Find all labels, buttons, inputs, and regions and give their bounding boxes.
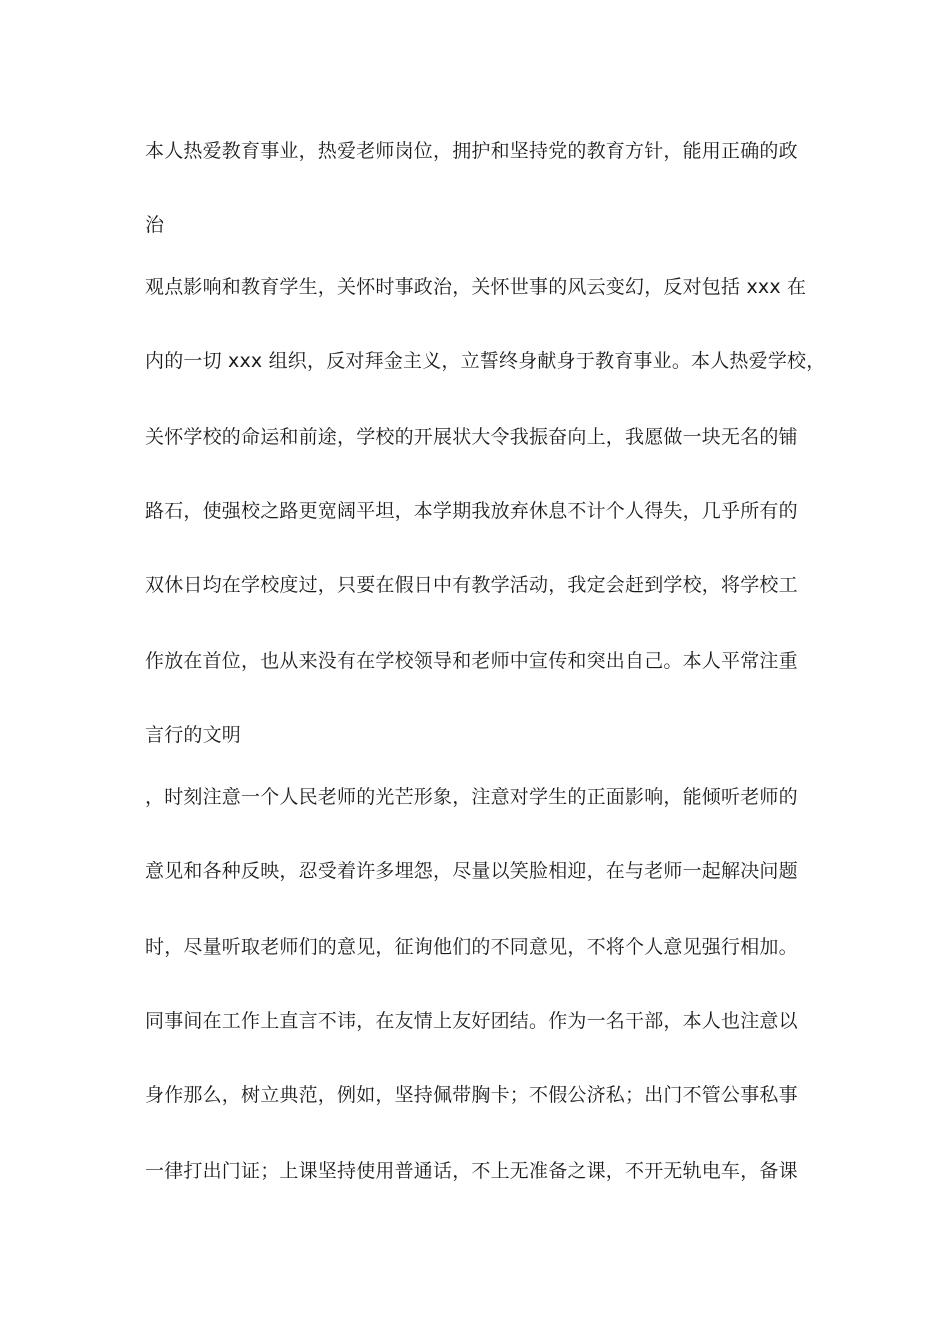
paragraph-line: 言行的文明 [145, 724, 242, 746]
paragraph-line: 一律打出门证；上课坚持使用普通话，不上无准备之课，不开无轨电车，备课 [145, 1160, 798, 1182]
paragraph-line: 治 [145, 214, 165, 236]
paragraph-line: 作放在首位，也从来没有在学校领导和老师中宣传和突出自己。本人平常注重 [145, 650, 798, 672]
paragraph-line: 本人热爱教育事业，热爱老师岗位，拥护和坚持党的教育方针，能用正确的政 [145, 140, 798, 162]
paragraph-line: 内的一切 xxx 组织，反对拜金主义，立誓终身献身于教育事业。本人热爱学校， [145, 350, 826, 372]
paragraph-line: 意见和各种反映，忍受着许多埋怨，尽量以笑脸相迎，在与老师一起解决问题 [145, 860, 798, 882]
paragraph-line: 同事间在工作上直言不讳，在友情上友好团结。作为一名干部，本人也注意以 [145, 1010, 798, 1032]
paragraph-line: 时，尽量听取老师们的意见，征询他们的不同意见，不将个人意见强行相加。 [145, 936, 798, 958]
paragraph-line: ，时刻注意一个人民老师的光芒形象，注意对学生的正面影响，能倾听老师的 [145, 786, 798, 808]
paragraph-line: 身作那么，树立典范，例如，坚持佩带胸卡；不假公济私；出门不管公事私事 [145, 1084, 798, 1106]
paragraph-line: 关怀学校的命运和前途，学校的开展状大令我振奋向上，我愿做一块无名的铺 [145, 426, 798, 448]
paragraph-line: 双休日均在学校度过，只要在假日中有教学活动，我定会赶到学校，将学校工 [145, 574, 798, 596]
paragraph-line: 路石，使强校之路更宽阔平坦，本学期我放弃休息不计个人得失，几乎所有的 [145, 500, 798, 522]
paragraph-line: 观点影响和教育学生，关怀时事政治，关怀世事的风云变幻，反对包括 xxx 在 [145, 276, 807, 298]
